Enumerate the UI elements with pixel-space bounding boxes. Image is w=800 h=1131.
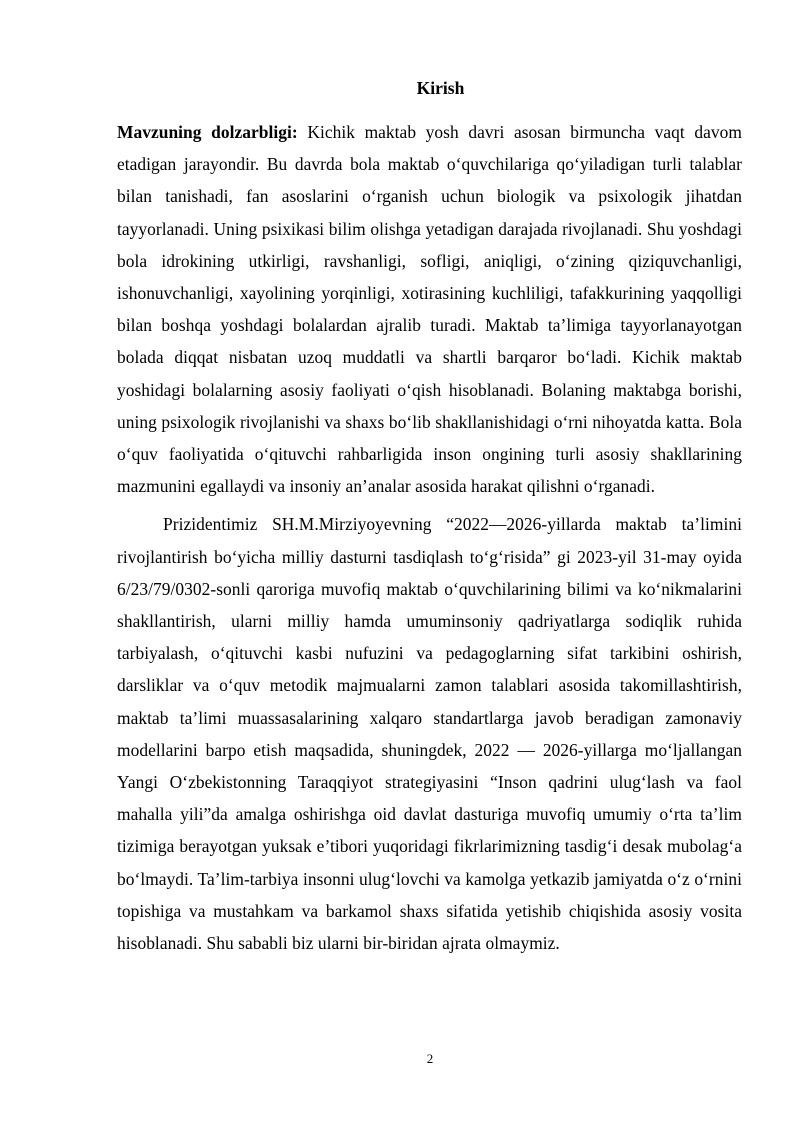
document-page	[117, 74, 742, 959]
paragraph-presidential-decree: Prizidentimiz SH.M.Mirziyoyevning “2022—2026-yillarda maktab ta’limini rivojlantirish bo‘yicha milliy dasturni tasdiqlash to‘g‘risida” gi 2023-yil 31-may oyida 6/23/79/0302-sonli qaroriga muvofiq maktab o‘quvchilarining bilimi va ko‘nikmalarini shakllantirish, ularni milliy hamda umuminsoniy qadriyatlarga sodiqlik ruhida tarbiyalash, o‘qituvchi kasbi nufuzini va pedagoglarning sifat tarkibini oshirish, darsliklar va o‘quv metodik majmualarni zamon talablari asosida takomillashtirish, maktab ta’limi muassasalarining xalqaro standartlarga javob beradigan zamonaviy modellarini barpo etish maqsadida, shuningdek, 2022 — 2026-yillarga mo‘ljallangan Yangi O‘zbekistonning Taraqqiyot strategiyasini “Inson qadrini ulug‘lash va faol mahalla yili”da amalga oshirishga oid davlat dasturiga muvofiq umumiy o‘rta ta’lim tizimiga berayotgan yuksak e’tibori yuqoridagi fikrlarimizning tasdig‘i desak mubolag‘a bo‘lmaydi. Ta’lim-tarbiya insonni ulug‘lovchi va kamolga yetkazib jamiyatda o‘z o‘rnini topishiga va mustahkam va barkamol shaxs sifatida yetishib chiqishida asosiy vosita hisoblanadi. Shu sababli biz ularni bir-biridan ajrata olmaymiz.	[117, 514, 742, 954]
paragraph-relevance	[117, 116, 742, 502]
section-title: Kirish	[416, 78, 465, 98]
page-number: 2	[426, 1051, 434, 1066]
paragraph-body: Kichik maktab yosh davri asosan birmuncha vaqt davom etadigan jarayondir. Bu davrda bola maktab o‘quvchilariga qo‘yiladigan turli talablar bilan tanishadi, fan asoslarini o‘rganish uchun biologik va psixologik jihatdan tayyorlanadi. Uning psixikasi bilim olishga yetadigan darajada rivojlanadi. Shu yoshdagi bola idrokining utkirligi, ravshanligi, sofligi, aniqligi, o‘zining qiziquvchanligi, ishonuvchanligi, xayolining yorqinligi, xotirasining kuchliligi, tafakkurining yaqqolligi bilan boshqa yoshdagi bolalardan ajralib turadi. Maktab ta’limiga tayyorlanayotgan bolada diqqat nisbatan uzoq muddatli va shartli barqaror bo‘ladi. Kichik maktab yoshidagi bolalarning asosiy faoliyati o‘qish hisoblanadi. Bolaning maktabga borishi, uning psixologik rivojlanishi va shaxs bo‘lib shakllanishidagi o‘rni nihoyatda katta. Bola o‘quv faoliyatida o‘qituvchi rahbarligida inson ongining turli asosiy shakllarining mazmunini egallaydi va insoniy an’analar asosida harakat qilishni o‘rganadi.	[117, 122, 742, 497]
paragraph-lead: Mavzuning dolzarbligi:	[117, 122, 298, 142]
